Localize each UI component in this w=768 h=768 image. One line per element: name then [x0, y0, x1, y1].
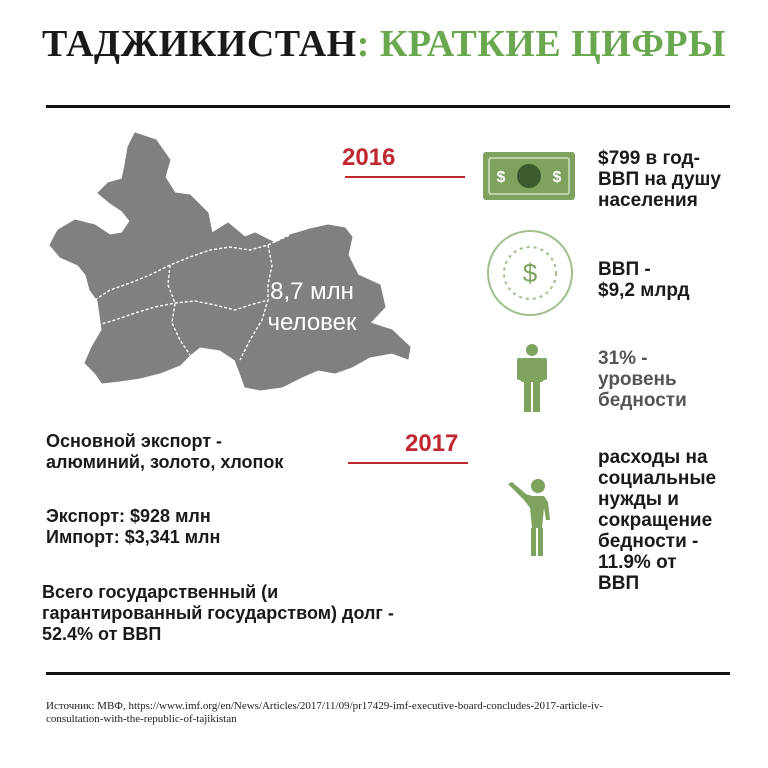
gdp-stat: ВВП - $9,2 млрд — [598, 259, 690, 301]
gdp-per-capita-stat: $799 в год- ВВП на душу населения — [598, 148, 721, 211]
main-export-text: Основной экспорт - алюминий, золото, хлопок — [46, 431, 284, 472]
trade-figures — [46, 506, 220, 548]
top-divider — [46, 105, 730, 108]
banknote-icon — [483, 152, 575, 200]
source-citation: Источник: МВФ, https://www.imf.org/en/News/Articles/2017/11/09/pr17429-imf-executive-board-concludes-2017-article-iv- consultation-with-the-republic-of-tajikistan — [46, 700, 604, 725]
dollar-coin-icon — [485, 228, 575, 318]
svg-text:$: $ — [496, 169, 506, 186]
page-title — [0, 22, 768, 66]
poverty-stat: 31% - уровень бедности — [598, 348, 687, 411]
year-2017-label: 2017 — [405, 430, 459, 457]
person-raising-hand-icon — [506, 472, 558, 556]
svg-text:$: $ — [552, 169, 562, 186]
import-value: Импорт: $3,341 млн — [46, 527, 221, 547]
svg-text:$: $ — [522, 258, 538, 288]
standing-person-icon — [517, 344, 547, 412]
population-value: 8,7 млн — [270, 278, 354, 305]
title-subtitle: : КРАТКИЕ ЦИФРЫ — [356, 23, 726, 65]
export-value: Экспорт: $928 млн — [46, 506, 211, 526]
social-spending-stat: расходы на социальные нужды и сокращение бедности - 11.9% от ВВП — [598, 447, 717, 594]
debt-text: Всего государственный (и гарантированный государством) долг - 52.4% от ВВП — [42, 582, 394, 644]
year-2017-line — [348, 462, 468, 464]
title-country: ТАДЖИКИСТАН — [42, 23, 357, 65]
year-2016-line — [345, 176, 465, 178]
bottom-divider — [46, 672, 730, 675]
year-2016-label: 2016 — [342, 144, 396, 171]
population-unit: человек — [267, 309, 357, 336]
